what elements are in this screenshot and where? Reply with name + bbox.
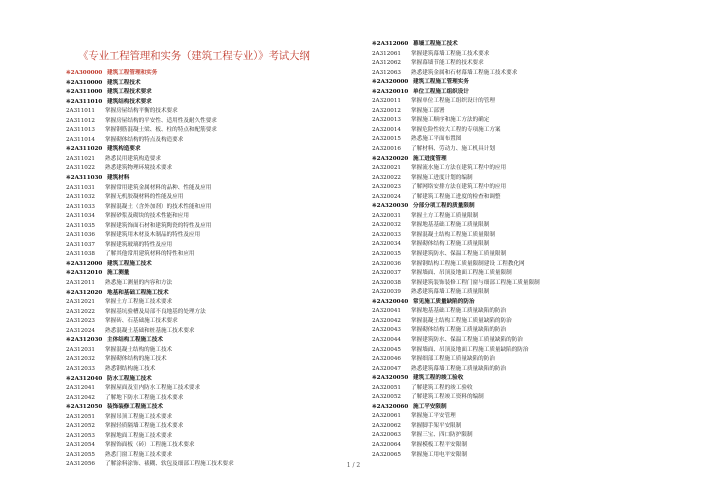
outline-text: 掌握饰面板（砖）工程施工技术要求: [105, 442, 195, 449]
outline-text: 掌握建筑防水、保温工程施工质量限制: [411, 251, 507, 258]
outline-text: 熟悉施工测量的内容和方法: [105, 280, 173, 287]
right-column: [372, 40, 672, 460]
outline-code: 2A312031: [66, 346, 95, 353]
outline-code: 2A320037: [372, 270, 401, 277]
page-number: 1 / 2: [346, 462, 361, 469]
outline-item: [372, 116, 672, 126]
outline-code: 2A320041: [372, 308, 401, 315]
outline-text: 掌握房屋结构的平安性、适用性及耐久性要求: [105, 117, 217, 124]
outline-item: [66, 289, 356, 299]
outline-item: [372, 288, 672, 298]
outline-item: [372, 212, 672, 222]
outline-text: 掌握无机胶凝材料的性能及应用: [105, 194, 184, 201]
outline-item: [372, 193, 672, 203]
outline-item: [66, 394, 356, 404]
outline-text: 掌握单位工程施工组织设计的管理: [411, 98, 495, 105]
outline-text: 掌握屋面及室内防水工程施工技术要求: [105, 385, 201, 392]
outline-item: [372, 393, 672, 403]
outline-code: 2A312056: [66, 461, 95, 468]
outline-item: [66, 241, 356, 251]
outline-text: 建筑工程管理和实务: [107, 70, 158, 76]
outline-code: 2A312023: [66, 318, 95, 325]
outline-code: 2A311032: [66, 194, 95, 201]
outline-code: 2A320052: [372, 394, 401, 401]
outline-item: [66, 260, 356, 270]
outline-code: 2A320046: [372, 356, 401, 363]
outline-code: 2A312041: [66, 385, 95, 392]
outline-code: 2A312021: [66, 299, 95, 306]
outline-text: 分部分项工程的质量限制: [413, 203, 475, 210]
outline-text: 熟悉建筑金属和石材幕墙工程施工技术要求: [411, 69, 518, 76]
outline-item: [66, 413, 356, 423]
outline-text: 掌握土方工程施工技术要求: [105, 299, 173, 306]
outline-item: [372, 374, 672, 384]
outline-code: 2A312032: [66, 356, 95, 363]
outline-text: 掌握施工顺序和施工方法的确定: [411, 117, 490, 124]
outline-text: 熟悉建筑物理环境技术要求: [105, 165, 173, 172]
outline-item: [66, 355, 356, 365]
outline-code: 2A320061: [372, 413, 401, 420]
outline-text: 了解涂料涂饰、裱糊、软包及细部工程施工技术要求: [105, 461, 234, 468]
outline-item: [372, 135, 672, 145]
outline-text: 建筑工程施工管理实务: [413, 79, 469, 86]
outline-item: [372, 422, 672, 432]
outline-item: [66, 145, 356, 155]
outline-text: 建筑工程的竣工验收: [413, 375, 464, 382]
outline-code: 2A311011: [66, 108, 95, 115]
outline-text: 了解网络安排方法在建筑工程中的应用: [411, 184, 507, 191]
outline-item: [66, 203, 356, 213]
outline-text: 装饰装修工程施工技术: [107, 404, 163, 411]
outline-code: 2A320043: [372, 327, 401, 334]
outline-item: [372, 346, 672, 356]
outline-text: 熟悉建筑幕墙工程施工质量缺陷的防治: [411, 365, 507, 372]
outline-text: 掌握土方工程施工质量限制: [411, 212, 479, 219]
outline-item: [372, 317, 672, 327]
outline-text: 掌握砖、石基础施工技术要求: [105, 318, 178, 325]
outline-code: 2A311036: [66, 232, 95, 239]
outline-code: 2A312051: [66, 413, 95, 420]
outline-item: [66, 107, 356, 117]
outline-code: 2A320051: [372, 384, 401, 391]
outline-item: [372, 279, 672, 289]
outline-code: 2A311014: [66, 136, 95, 143]
outline-text: 掌握地基基础工程施工质量限制: [411, 222, 490, 229]
outline-code: 2A311033: [66, 203, 95, 210]
outline-text: 建筑工程技术要求: [107, 89, 152, 96]
outline-code: 2A320012: [372, 107, 401, 114]
outline-code: 2A311037: [66, 241, 95, 248]
outline-text: 掌握细部工程施工质量缺陷的防治: [411, 356, 495, 363]
outline-text: 掌握混凝土结构的施工技术: [105, 346, 173, 353]
outline-code: 2A320038: [372, 279, 401, 286]
left-outline: [66, 69, 356, 470]
outline-item: [372, 384, 672, 394]
outline-item: [66, 441, 356, 451]
outline-text: 建筑材料: [107, 175, 130, 182]
outline-item: [66, 98, 356, 108]
outline-item: [66, 126, 356, 136]
outline-code: 2A320023: [372, 184, 401, 191]
outline-code: 2A320047: [372, 365, 401, 372]
outline-text: 掌握砂浆及砌块的技术性能和应用: [105, 213, 189, 220]
outline-text: 掌握地基基础工程施工质量缺陷的防治: [411, 308, 507, 315]
outline-text: 建筑结构技术要求: [107, 98, 152, 105]
outline-item: [372, 221, 672, 231]
outline-item: [66, 193, 356, 203]
outline-text: 掌握常用建筑金属材料的品种、性能及应用: [105, 184, 212, 191]
outline-text: 掌握流水施工方法在建筑工程中的应用: [411, 165, 507, 172]
outline-text: 熟悉门窗工程施工技术要求: [105, 451, 173, 458]
outline-text: 了解建筑工程竣工资料的编制: [411, 394, 484, 401]
outline-text: 防水工程施工技术: [107, 375, 152, 382]
outline-code: 2A312024: [66, 327, 95, 334]
outline-item: [372, 240, 672, 250]
outline-item: [66, 375, 356, 385]
outline-text: 掌握施工部署: [411, 107, 445, 114]
outline-text: 掌握建筑饰面石材和建筑陶瓷的特性及应用: [105, 222, 212, 229]
outline-text: 了解建筑工程施工进度的检查和调整: [411, 193, 501, 200]
outline-code: ※2A312010: [66, 270, 103, 277]
outline-code: 2A320034: [372, 241, 401, 248]
outline-text: 熟悉民用建筑构造要求: [105, 155, 161, 162]
outline-item: [66, 317, 356, 327]
outline-item: [372, 451, 672, 461]
outline-code: 2A311038: [66, 251, 95, 258]
outline-item: [372, 145, 672, 155]
outline-text: 掌握墙面、吊顶及地面工程施工质量限制: [411, 270, 512, 277]
outline-code: 2A312042: [66, 394, 95, 401]
outline-item: [372, 231, 672, 241]
left-column: [66, 48, 356, 470]
outline-code: 2A312054: [66, 442, 95, 449]
outline-item: [66, 451, 356, 461]
outline-code: 2A312052: [66, 423, 95, 430]
outline-text: 建筑构造要求: [107, 146, 141, 153]
outline-text: 掌握砌体结构的施工技术: [105, 356, 167, 363]
outline-text: 了解材料、劳动力、施工机具计划: [411, 146, 495, 153]
outline-text: 了解其他常用建筑材料的特性和应用: [105, 251, 195, 258]
outline-code: 2A320063: [372, 432, 401, 439]
outline-item: [66, 365, 356, 375]
outline-text: 掌握施工用电平安限制: [411, 451, 467, 458]
outline-text: 了解地下防水工程施工技术要求: [105, 394, 184, 401]
outline-code: 2A320044: [372, 336, 401, 343]
outline-code: 2A320062: [372, 422, 401, 429]
outline-code: ※2A320030: [372, 203, 409, 210]
outline-text: 掌握砌体结构工程施工质量缺陷的防治: [411, 327, 507, 334]
outline-item: [66, 155, 356, 165]
outline-item: [372, 403, 672, 413]
outline-code: ※2A312020: [66, 289, 103, 296]
right-outline: [372, 40, 672, 460]
outline-item: [372, 269, 672, 279]
outline-item: [66, 136, 356, 146]
outline-text: 掌握脚手架平安限制: [411, 422, 462, 429]
outline-code: 2A311012: [66, 117, 95, 124]
outline-code: ※2A311030: [66, 175, 103, 182]
outline-code: 2A320021: [372, 165, 401, 172]
outline-code: ※2A312030: [66, 337, 103, 344]
outline-item: [372, 69, 672, 79]
outline-code: 2A320064: [372, 441, 401, 448]
outline-text: 熟悉混凝土基础和桩基施工技术要求: [105, 327, 195, 334]
outline-text: 掌握建筑用木材及木制品的特性及应用: [105, 232, 201, 239]
outline-text: 掌握钢筋混凝土梁、板、柱的特点和配筋要求: [105, 127, 217, 134]
outline-text: 地基和基础工程施工技术: [107, 289, 169, 296]
outline-item: [66, 174, 356, 184]
outline-code: 2A320013: [372, 117, 401, 124]
outline-item: [66, 269, 356, 279]
outline-text: 掌握建筑幕墙工程施工技术要求: [411, 50, 490, 57]
outline-code: 2A320011: [372, 98, 401, 105]
outline-code: 2A320032: [372, 222, 401, 229]
outline-code: ※2A320010: [372, 88, 409, 95]
outline-code: 2A320024: [372, 193, 401, 200]
outline-item: [66, 117, 356, 127]
outline-text: 掌握混凝土结构工程施工质量缺陷的防治: [411, 317, 512, 324]
outline-code: 2A311013: [66, 127, 95, 134]
outline-text: 施工进度管理: [413, 155, 447, 162]
outline-item: [372, 126, 672, 136]
outline-item: [372, 164, 672, 174]
outline-item: [66, 250, 356, 260]
outline-text: 掌握建筑玻璃的特性及应用: [105, 241, 173, 248]
outline-code: ※2A312000: [66, 260, 103, 267]
outline-text: 掌握房屋结构平衡的技术要求: [105, 108, 178, 115]
outline-text: 施工平安限制: [413, 403, 447, 410]
outline-text: 掌握砌体结构的特点及构造要求: [105, 136, 184, 143]
document-title: 《专业工程管理和实务（建筑工程专业）》考试大纲: [78, 50, 310, 62]
outline-text: 掌握建筑装饰装修工程门窗与细部工程施工质量限制: [411, 279, 540, 286]
outline-text: 主体结构工程施工技术: [107, 337, 163, 344]
outline-code: 2A312011: [66, 280, 95, 287]
outline-item: [66, 279, 356, 289]
outline-item: [66, 212, 356, 222]
outline-code: 2A320014: [372, 126, 401, 133]
outline-text: 掌握施工进度计划的编制: [411, 174, 473, 181]
outline-text: 掌握钢结构工程施工质量限制建设 工程教化网: [411, 260, 525, 267]
outline-code: ※2A312060: [372, 41, 409, 47]
outline-text: 建筑工程技术: [107, 79, 141, 86]
outline-text: 掌握模板工程平安限制: [411, 441, 467, 448]
outline-item: [372, 298, 672, 308]
outline-item: [66, 69, 356, 79]
outline-code: 2A311031: [66, 184, 95, 191]
outline-code: 2A312053: [66, 432, 95, 439]
outline-code: 2A312061: [372, 50, 401, 57]
outline-text: 单位工程施工组织设计: [413, 88, 469, 95]
outline-code: 2A311035: [66, 222, 95, 229]
outline-item: [66, 184, 356, 194]
outline-code: 2A320042: [372, 317, 401, 324]
outline-item: [372, 155, 672, 165]
outline-code: 2A320031: [372, 212, 401, 219]
outline-code: 2A320045: [372, 346, 401, 353]
outline-text: 施工测量: [107, 270, 130, 277]
outline-text: 掌握砌体结构工程施工质量限制: [411, 241, 490, 248]
outline-code: ※2A311020: [66, 146, 103, 153]
outline-item: [66, 422, 356, 432]
outline-item: [66, 231, 356, 241]
outline-item: [372, 50, 672, 60]
outline-item: [372, 441, 672, 451]
outline-item: [372, 307, 672, 317]
outline-code: ※2A320060: [372, 403, 409, 410]
outline-item: [372, 97, 672, 107]
outline-item: [372, 202, 672, 212]
outline-item: [372, 40, 672, 50]
outline-item: [66, 164, 356, 174]
outline-code: ※2A310000: [66, 79, 103, 86]
outline-item: [66, 308, 356, 318]
outline-item: [66, 403, 356, 413]
outline-text: 建筑工程施工技术: [107, 260, 152, 267]
outline-item: [66, 88, 356, 98]
outline-code: 2A320036: [372, 260, 401, 267]
outline-text: 熟悉施工平面布置图: [411, 136, 462, 143]
outline-item: [372, 260, 672, 270]
outline-item: [372, 183, 672, 193]
outline-item: [66, 346, 356, 356]
outline-text: 掌握混凝土结构工程施工质量限制: [411, 231, 495, 238]
outline-text: 掌握混凝土（含外加剂）的技术性能和应用: [105, 203, 212, 210]
outline-item: [372, 59, 672, 69]
outline-item: [66, 384, 356, 394]
outline-item: [372, 336, 672, 346]
outline-code: ※2A320020: [372, 155, 409, 162]
outline-item: [66, 432, 356, 442]
outline-text: 掌握施工平安管理: [411, 413, 456, 420]
outline-text: 掌握吊顶工程施工技术要求: [105, 413, 173, 420]
outline-code: 2A320033: [372, 231, 401, 238]
outline-code: ※2A320000: [372, 79, 409, 86]
outline-item: [372, 250, 672, 260]
outline-text: 掌握基坑验槽及局部不良地基的处理方法: [105, 308, 206, 315]
outline-text: 掌握建筑防水、保温工程施工质量缺陷的防治: [411, 336, 523, 343]
outline-text: 了解建筑工程的竣工验收: [411, 384, 473, 391]
outline-code: 2A312055: [66, 451, 95, 458]
outline-text: 掌握危险性较大工程的专项施工方案: [411, 126, 501, 133]
outline-item: [372, 355, 672, 365]
outline-item: [66, 298, 356, 308]
outline-code: 2A320035: [372, 251, 401, 258]
outline-code: 2A311034: [66, 213, 95, 220]
outline-code: ※2A312040: [66, 375, 103, 382]
outline-item: [372, 107, 672, 117]
outline-text: 掌握三宝、四口防护限制: [411, 432, 473, 439]
outline-item: [372, 412, 672, 422]
outline-item: [372, 365, 672, 375]
outline-code: 2A320016: [372, 146, 401, 153]
outline-code: ※2A311000: [66, 89, 103, 96]
outline-item: [372, 431, 672, 441]
outline-text: 熟悉钢结构施工技术: [105, 365, 156, 372]
outline-code: 2A311022: [66, 165, 95, 172]
outline-code: 2A320039: [372, 289, 401, 296]
outline-item: [372, 174, 672, 184]
outline-code: 2A312063: [372, 69, 401, 76]
outline-text: 掌握轻质隔墙工程施工技术要求: [105, 423, 184, 430]
outline-item: [66, 79, 356, 89]
outline-code: 2A320022: [372, 174, 401, 181]
outline-text: 幕墙工程施工技术: [413, 41, 458, 47]
outline-item: [372, 78, 672, 88]
outline-code: 2A312022: [66, 308, 95, 315]
outline-text: 常见施工质量缺陷的防治: [413, 298, 475, 305]
outline-code: ※2A300000: [66, 70, 103, 76]
outline-text: 掌握地面工程施工技术要求: [105, 432, 173, 439]
outline-code: 2A320015: [372, 136, 401, 143]
outline-code: 2A312033: [66, 365, 95, 372]
outline-item: [372, 326, 672, 336]
outline-code: ※2A311010: [66, 98, 103, 105]
outline-text: 掌握墙面、吊顶及地面工程施工质量缺陷的防治: [411, 346, 529, 353]
outline-code: ※2A320040: [372, 298, 409, 305]
outline-text: 掌握幕墙节能工程的技术要求: [411, 60, 484, 67]
outline-code: 2A311021: [66, 155, 95, 162]
outline-item: [372, 88, 672, 98]
outline-item: [66, 327, 356, 337]
outline-code: ※2A320050: [372, 375, 409, 382]
outline-item: [66, 336, 356, 346]
outline-code: 2A320065: [372, 451, 401, 458]
outline-item: [66, 222, 356, 232]
outline-code: ※2A312050: [66, 404, 103, 411]
outline-text: 熟悉建筑幕墙工程施工质量限制: [411, 289, 490, 296]
outline-code: 2A312062: [372, 60, 401, 67]
